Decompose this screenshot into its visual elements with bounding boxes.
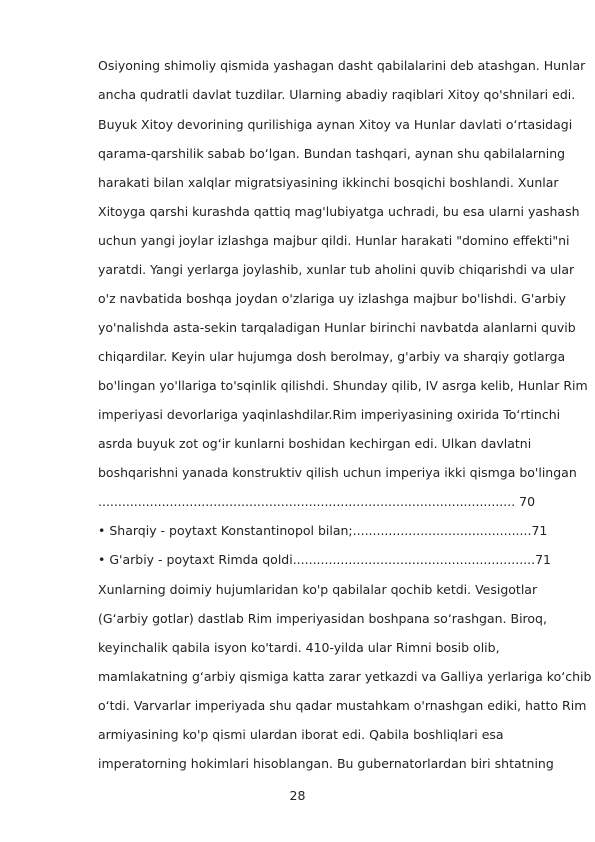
text-line: o'z navbatida boshqa joydan o'zlariga uy izlashga majbur bo'lishdi. G'arbiy — [98, 291, 566, 306]
text-line: imperiyasi devorlariga yaqinlashdilar.Rim imperiyasining oxirida To‘rtinchi — [98, 407, 561, 422]
text-line: ancha qudratli davlat tuzdilar. Ularning abadiy raqiblari Xitoy qo'shnilari edi. — [98, 87, 576, 102]
text-line: o‘tdi. Varvarlar imperiyada shu qadar mustahkam o'rnashgan ediki, hatto Rim — [98, 698, 587, 713]
text-line: Osiyoning shimoliy qismida yashagan dasht qabilalarini deb atashgan. Hunlar — [98, 58, 586, 73]
text-line: boshqarishni yanada konstruktiv qilish uchun imperiya ikki qismga bo'lingan — [98, 465, 577, 480]
text-line: Buyuk Xitoy devorining qurilishiga aynan Xitoy va Hunlar davlati o‘rtasidagi — [98, 117, 573, 132]
text-line: armiyasining ko'p qismi ulardan iborat edi. Qabila boshliqlari esa — [98, 727, 504, 742]
text-line: • G'arbiy - poytaxt Rimda qoldi.............................................................71 — [98, 552, 551, 567]
text-line: (G‘arbiy gotlar) dastlab Rim imperiyasidan boshpana so‘rashgan. Biroq, — [98, 611, 547, 626]
page-number: 28 — [289, 788, 306, 803]
text-line: uchun yangi joylar izlashga majbur qildi. Hunlar harakati "domino effekti"ni — [98, 233, 570, 248]
text-line: chiqardilar. Keyin ular hujumga dosh berolmay, g'arbiy va sharqiy gotlarga — [98, 349, 566, 364]
text-line: mamlakatning g‘arbiy qismiga katta zarar yetkazdi va Galliya yerlariga ko‘chib — [98, 669, 592, 684]
text-line: Xunlarning doimiy hujumlaridan ko'p qabilalar qochib ketdi. Vesigotlar — [98, 582, 538, 597]
text-line: imperatorning hokimlari hisoblangan. Bu gubernatorlardan biri shtatning — [98, 756, 554, 771]
text-line: bo'lingan yo'llariga to'sqinlik qilishdi. Shunday qilib, IV asrga kelib, Hunlar Rim — [98, 378, 588, 393]
text-line: Xitoyga qarshi kurashda qattiq mag'lubiyatga uchradi, bu esa ularni yashash — [98, 204, 580, 219]
text-line: qarama-qarshilik sabab bo‘lgan. Bundan tashqari, aynan shu qabilalarning — [98, 146, 566, 161]
text-line: harakati bilan xalqlar migratsiyasining ikkinchi bosqichi boshlandi. Xunlar — [98, 175, 559, 190]
text-line: • Sharqiy - poytaxt Konstantinopol bilan;.............................................71 — [98, 523, 548, 538]
text-line: keyinchalik qabila isyon ko'tardi. 410-yilda ular Rimni bosib olib, — [98, 640, 500, 655]
text-line: asrda buyuk zot og‘ir kunlarni boshidan kechirgan edi. Ulkan davlatni — [98, 436, 532, 451]
text-line: yo'nalishda asta-sekin tarqaladigan Hunlar birinchi navbatda alanlarni quvib — [98, 320, 576, 335]
text-line: ......................................................................................................... 70 — [98, 494, 536, 509]
text-line: yaratdi. Yangi yerlarga joylashib, xunlar tub aholini quvib chiqarishdi va ular — [98, 262, 575, 277]
